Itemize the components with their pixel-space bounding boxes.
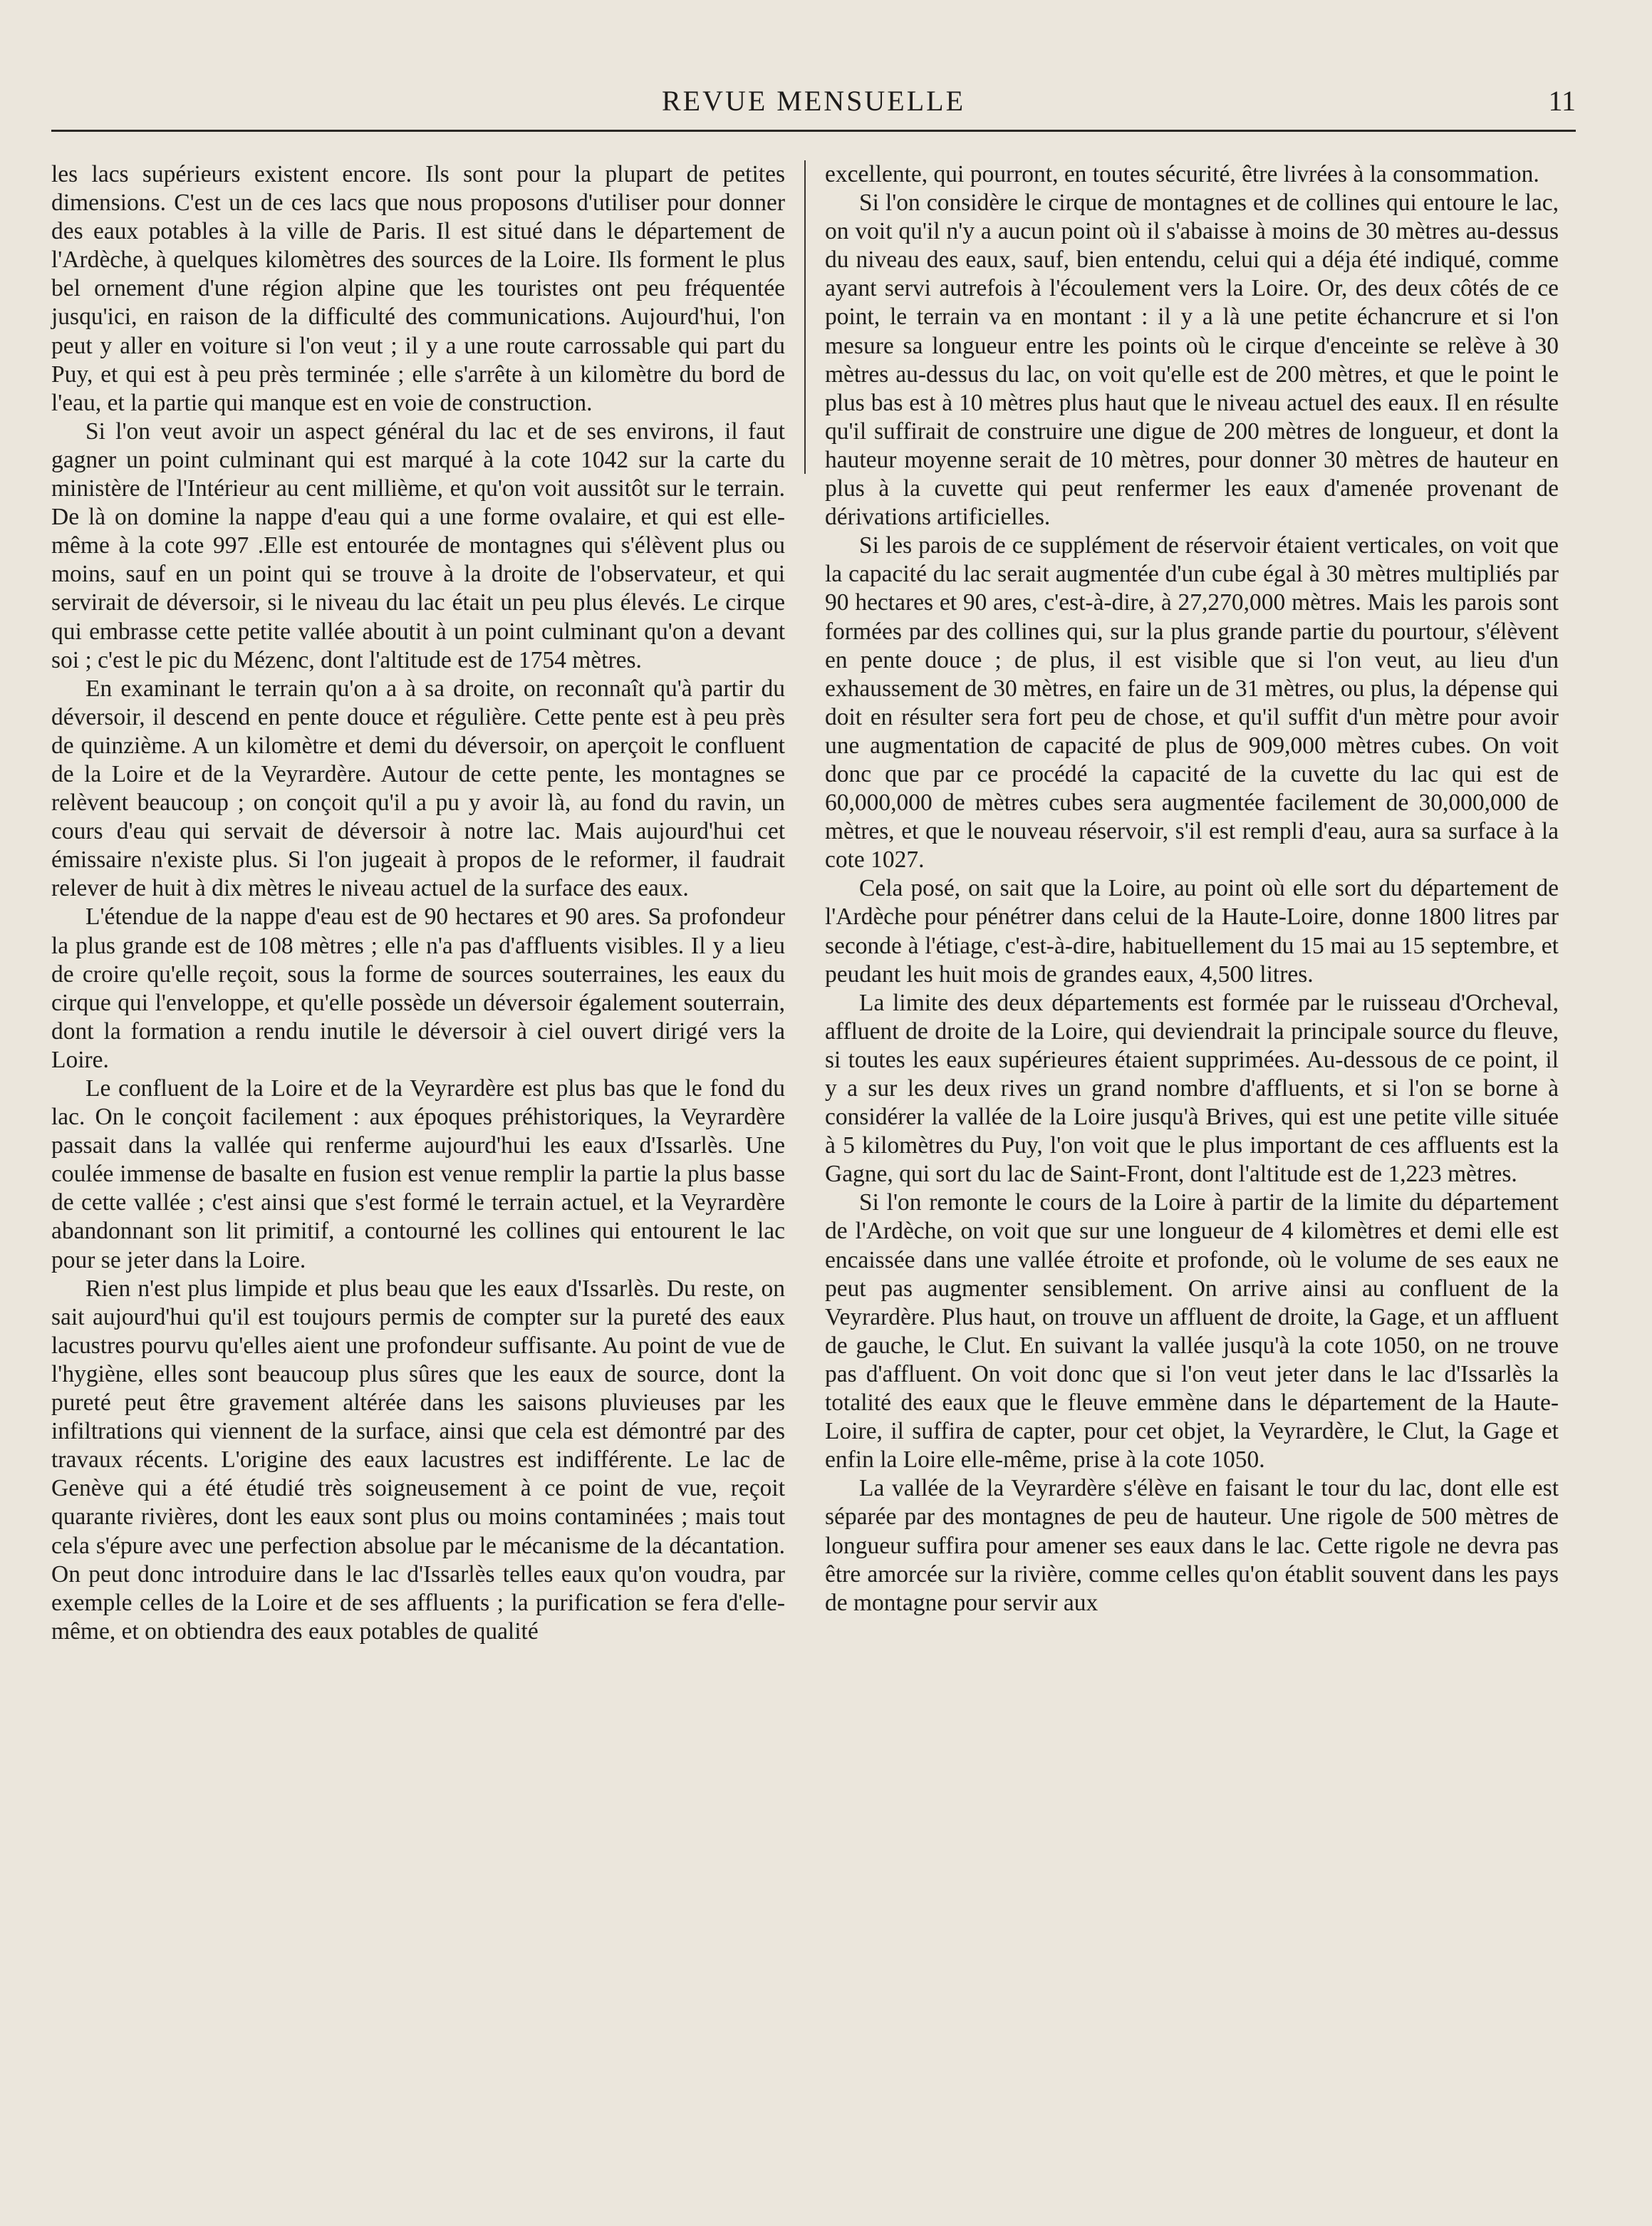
page-header — [51, 77, 1576, 134]
header-rule — [51, 130, 1576, 132]
paragraph: Si les parois de ce supplément de réservoir étaient verticales, on voit que la capacité du lac serait augmentée d'un cube égal à 30 mètres multipliés par 90 hectares et 90 ares, c'est-à-dire, à 27,270,000 mètres. Mais les parois sont formées par des collines qui, sur la plus grande partie du pourtour, s'élèvent en pente douce ; de plus, il est visible que si l'on veut, au lieu d'un exhaussement de 30 mètres, en faire un de 31 mètres, ou plus, la dépense qui doit en résulter sera fort peu de chose, et qu'il suffit d'un mètre pour avoir une augmentation de capacité de plus de 909,000 mètres cubes. On voit donc que par ce procédé la capacité de la cuvette du lac qui est de 60,000,000 de mètres cubes sera augmentée facilement de 30,000,000 de mètres, et que le nouveau réservoir, s'il est rempli d'eau, aura sa surface à la cote 1027. — [825, 532, 1559, 874]
paragraph: Si l'on considère le cirque de montagnes et de collines qui entoure le lac, on voit qu'il n'y a aucun point où il s'abaisse à moins de 30 mètres au-dessus du niveau des eaux, sauf, bien entendu, celui qui a déja été indiqué, comme ayant servi autrefois à l'écoulement vers la Loire. Or, des deux côtés de ce point, le terrain va en montant : il y a là une petite échancrure et si l'on mesure sa longueur entre les points où le cirque d'enceinte se relève à 30 mètres au-dessus du lac, on voit qu'elle est de 200 mètres, et que le point le plus bas est à 10 mètres plus haut que le niveau actuel des eaux. Il en résulte qu'il suffirait de construire une digue de 200 mètres de longueur, et dont la hauteur moyenne serait de 10 mètres, pour donner 30 mètres de hauteur en plus à la cuvette qui peut renfermer les eaux d'amenée provenant de dérivations artificielles. — [825, 190, 1559, 531]
paragraph: Cela posé, on sait que la Loire, au point où elle sort du département de l'Ardèche pour pénétrer dans celui de la Haute-Loire, donne 1800 litres par seconde à l'étiage, c'est-à-dire, habituellement du 15 mai au 15 septembre, et peudant les huit mois de grandes eaux, 4,500 litres. — [825, 875, 1559, 988]
paragraph: La vallée de la Veyrardère s'élève en faisant le tour du lac, dont elle est séparée par des montagnes de peu de hauteur. Une rigole de 500 mètres de longueur suffira pour amener ses eaux dans le lac. Cette rigole ne devra pas être amorcée sur la rivière, comme celles qu'on établit souvent dans les pays de montagne pour servir aux — [825, 1475, 1559, 1616]
column-divider — [804, 160, 806, 474]
paragraph: excellente, qui pourront, en toutes sécurité, être livrées à la consommation. — [825, 161, 1539, 187]
paragraph: Rien n'est plus limpide et plus beau que les eaux d'Issarlès. Du reste, on sait aujourd'hui qu'il est toujours permis de compter sur la pureté des eaux lacustres pourvu qu'elles aient une profondeur suffisante. Au point de vue de l'hygiène, elles sont beaucoup plus sûres que les eaux de source, dont la pureté peut être gravement altérée dans les saisons pluvieuses par les infiltrations qui viennent de la surface, ainsi que cela est démontré par des travaux récents. L'origine des eaux lacustres est indifférente. Le lac de Genève qui a été étudié très soigneusement à ce point de vue, reçoit quarante rivières, dont les eaux sont plus ou moins contaminées ; mais tout cela s'épure avec une perfection absolue par le mécanisme de la décantation. On peut donc introduire dans le lac d'Issarlès telles eaux qu'on voudra, par exemple celles de la Loire et de ses affluents ; la purification se fera d'elle-même, et on obtiendra des eaux potables de qualité — [51, 1275, 785, 1645]
paragraph: Si l'on remonte le cours de la Loire à partir de la limite du département de l'Ardèche, on voit que sur une longueur de 4 kilomètres et demi elle est encaissée dans une vallée étroite et profonde, où le volume de ses eaux ne peut pas augmenter sensiblement. On arrive ainsi au confluent de la Veyrardère. Plus haut, on trouve un affluent de droite, la Gage, et un affluent de gauche, le Clut. En suivant la vallée jusqu'à la cote 1050, on ne trouve pas d'affluent. On voit donc que si l'on veut jeter dans le lac d'Issarlès la totalité des eaux que le fleuve emmène dans le département de la Haute-Loire, il suffira de capter, pour cet objet, la Veyrardère, le Clut, la Gage et enfin la Loire elle-même, prise à la cote 1050. — [825, 1189, 1559, 1474]
left-column — [51, 160, 785, 1646]
paragraph: Le confluent de la Loire et de la Veyrardère est plus bas que le fond du lac. On le conçoit facilement : aux époques préhistoriques, la Veyrardère passait dans la vallée qui renferme aujourd'hui les eaux d'Issarlès. Une coulée immense de basalte en fusion est venue remplir la partie la plus basse de cette vallée ; c'est ainsi que s'est formé le terrain actuel, et la Veyrardère abandonnant son lit primitif, a contourné les collines qui entourent le lac pour se jeter dans la Loire. — [51, 1075, 785, 1273]
paragraph: En examinant le terrain qu'on a à sa droite, on reconnaît qu'à partir du déversoir, il descend en pente douce et régulière. Cette pente est à peu près de quinzième. A un kilomètre et demi du déversoir, on aperçoit le confluent de la Loire et de la Veyrardère. Autour de cette pente, les montagnes se relèvent beaucoup ; on conçoit qu'il a pu y avoir là, au fond du ravin, un cours d'eau qui servait de déversoir à notre lac. Mais aujourd'hui cet émissaire n'existe plus. Si l'on jugeait à propos de le reformer, il faudrait relever de huit à dix mètres le niveau actuel de la surface des eaux. — [51, 675, 785, 902]
paragraph: Si l'on veut avoir un aspect général du lac et de ses environs, il faut gagner un point culminant qui est marqué à la cote 1042 sur la carte du ministère de l'Intérieur au cent millième, et qu'on voit aussitôt sur le terrain. De là on domine la nappe d'eau qui a une forme ovalaire, et qui est elle-même à la cote 997 .Elle est entourée de montagnes qui s'élèvent plus ou moins, sauf en un point qui se trouve à la droite de l'observateur, et qui servirait de déversoir, si le niveau du lac était un peu plus élevés. Le cirque qui embrasse cette petite vallée aboutit à un point culminant qu'on a devant soi ; c'est le pic du Mézenc, dont l'altitude est de 1754 mètres. — [51, 418, 785, 673]
paragraph: L'étendue de la nappe d'eau est de 90 hectares et 90 ares. Sa profondeur la plus grande est de 108 mètres ; elle n'a pas d'affluents visibles. Il y a lieu de croire qu'elle reçoit, sous la forme de sources souterraines, les eaux du cirque qui l'enveloppe, et qu'elle possède un déversoir également souterrain, dont la formation a rendu inutile le déversoir à ciel ouvert dirigé vers la Loire. — [51, 904, 785, 1073]
page-number: 11 — [1548, 85, 1576, 117]
paragraph: La limite des deux départements est formée par le ruisseau d'Orcheval, affluent de droite de la Loire, qui deviendrait la principale source du fleuve, si toutes les eaux supérieures étaient supprimées. Au-dessous de ce point, il y a sur les deux rives un grand nombre d'affluents, et si l'on se borne à considérer la vallée de la Loire jusqu'à Brives, qui est une petite ville située à 5 kilomètres du Puy, l'on voit que le plus important de ces affluents est la Gagne, qui sort du lac de Saint-Front, dont l'altitude est de 1,223 mètres. — [825, 989, 1559, 1188]
right-column — [825, 160, 1559, 1617]
running-title: REVUE MENSUELLE — [661, 85, 966, 117]
paragraph: les lacs supérieurs existent encore. Ils sont pour la plupart de petites dimensions. C'est un de ces lacs que nous proposons d'utiliser pour donner des eaux potables à la ville de Paris. Il est situé dans le département de l'Ardèche, à quelques kilomètres des sources de la Loire. Ils forment le plus bel ornement d'une région alpine que les touristes ont peu fréquentée jusqu'ici, en raison de la difficulté des communications. Aujourd'hui, l'on peut y aller en voiture si l'on veut ; il y a une route carrossable qui part du Puy, et qui est à peu près terminée ; elle s'arrête à un kilomètre du bord de l'eau, et la partie qui manque est en voie de construction. — [51, 161, 785, 416]
